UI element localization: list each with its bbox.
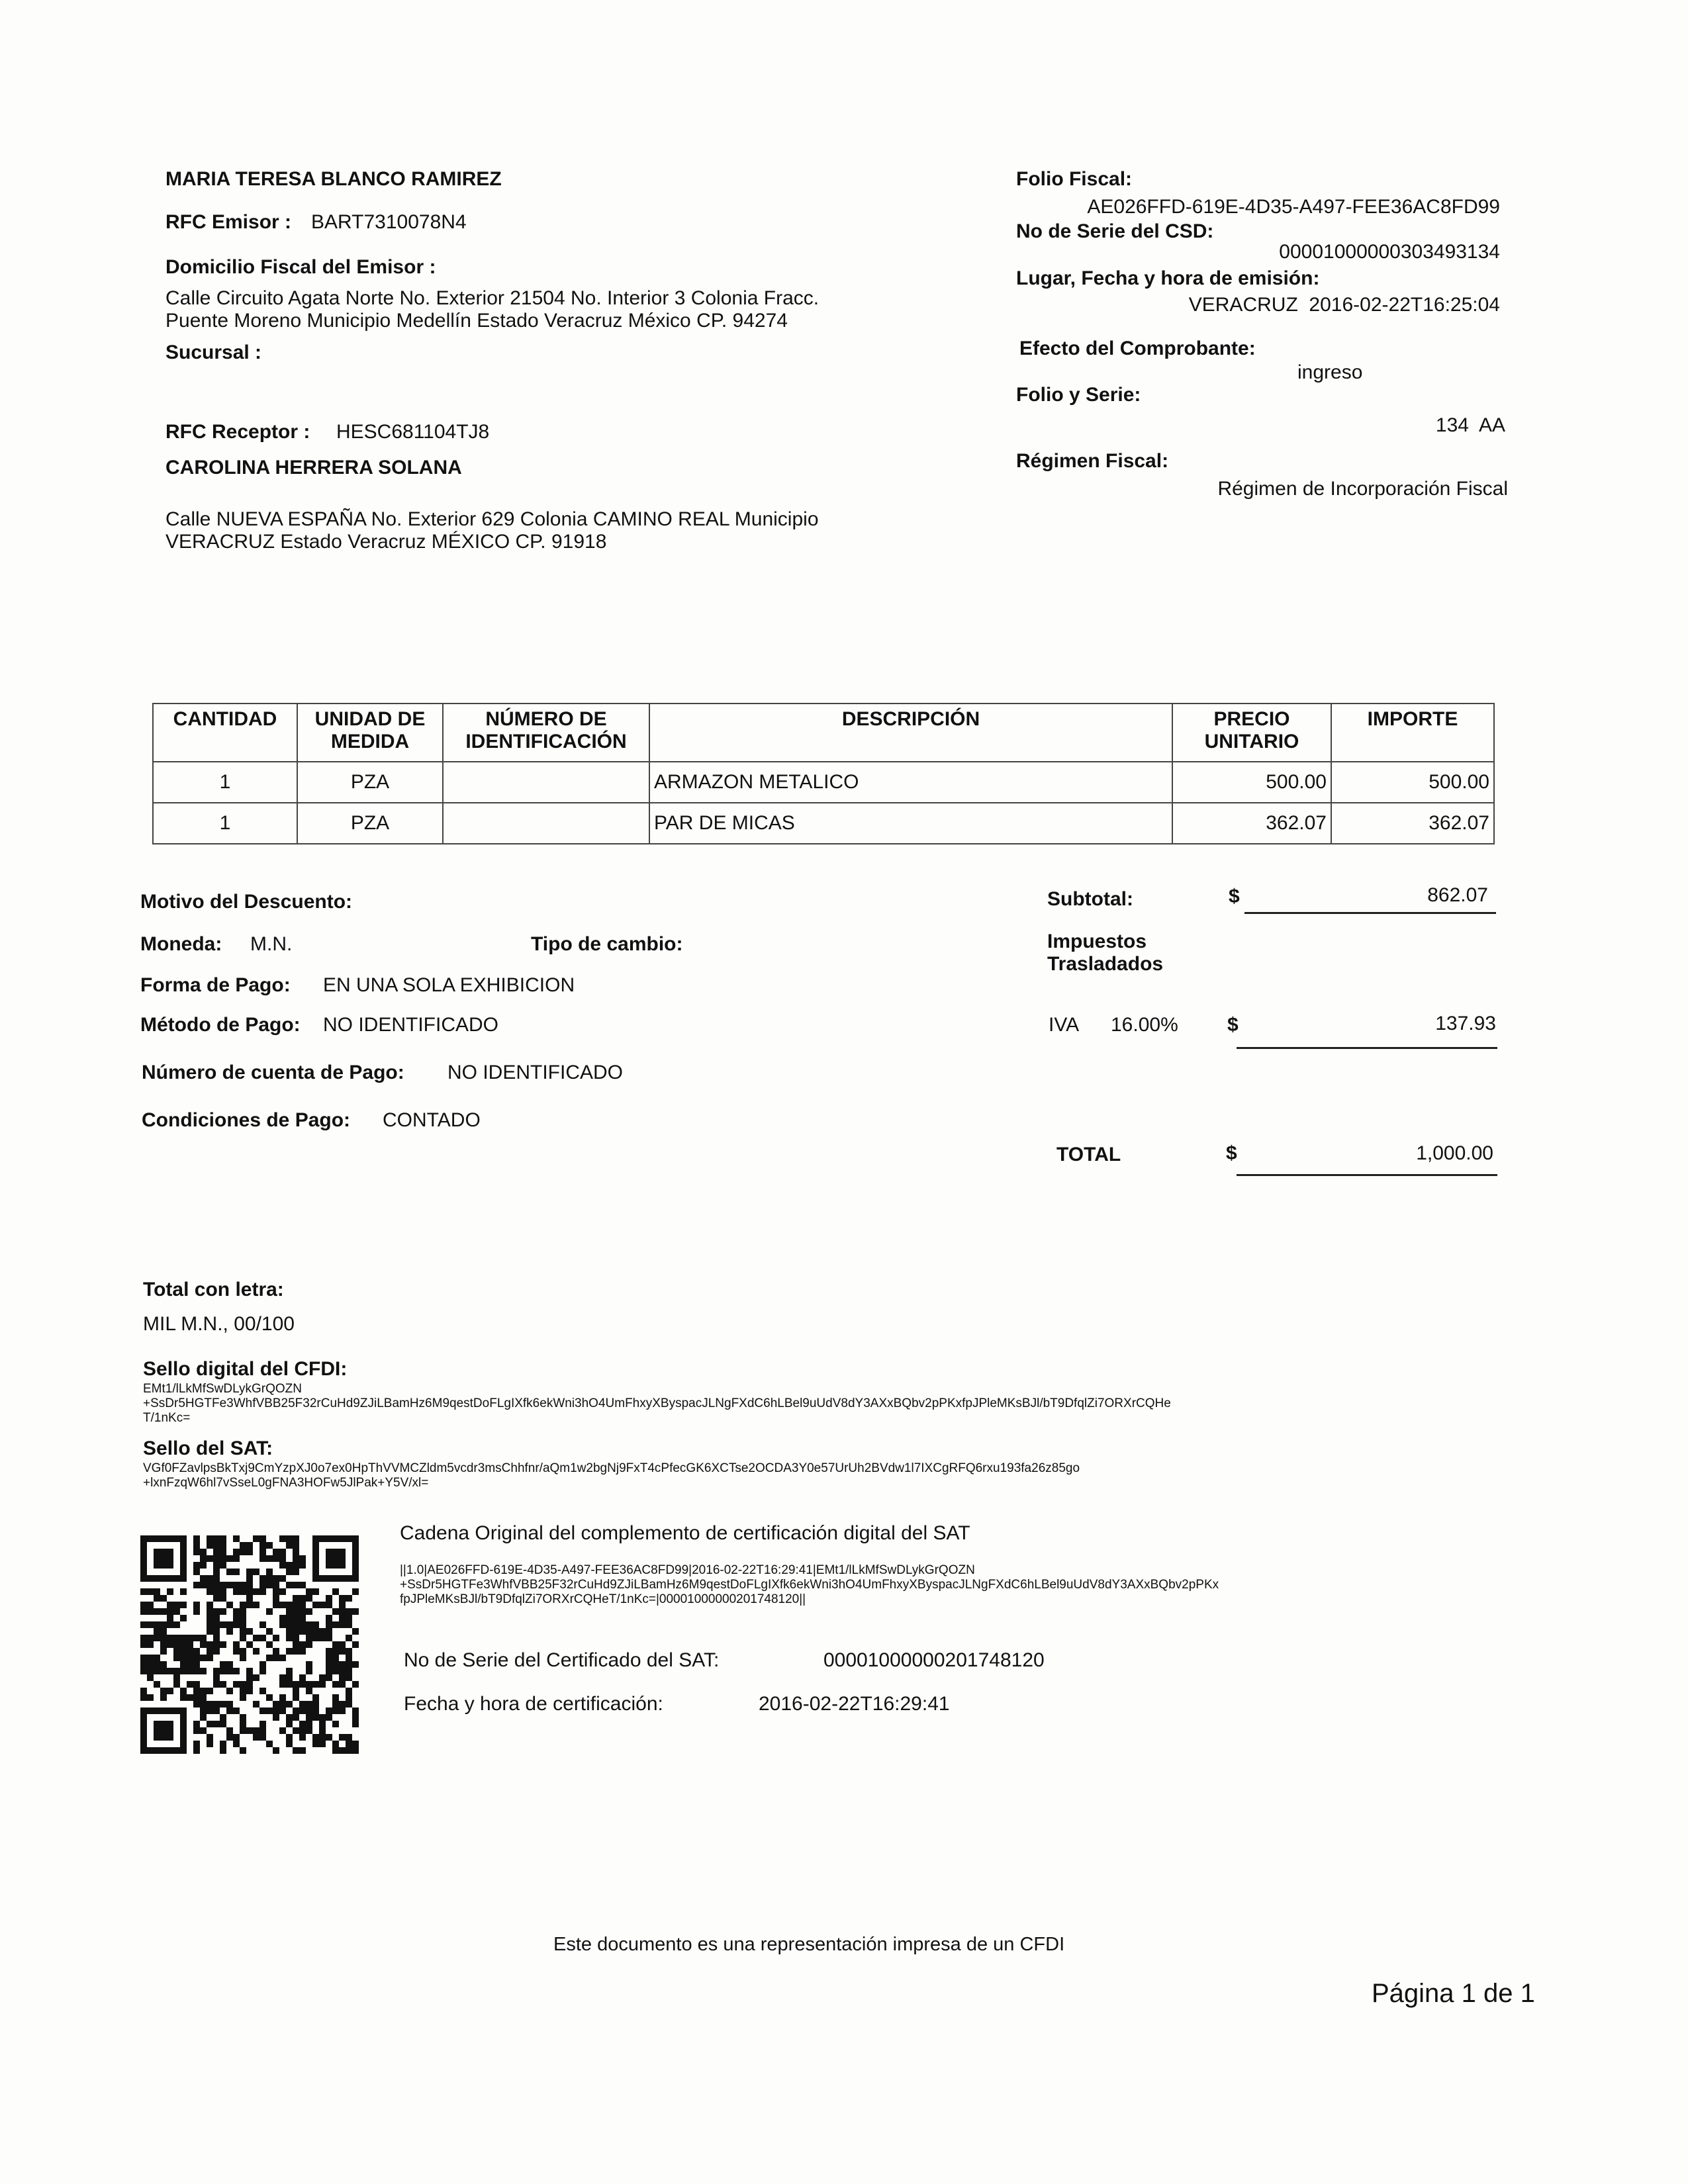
domicilio-emisor-line2: Puente Moreno Municipio Medellín Estado Veracruz México CP. 94274 — [165, 310, 788, 332]
folio-fiscal-label: Folio Fiscal: — [1016, 168, 1133, 190]
sello-cfdi-line1: EMt1/lLkMfSwDLykGrQOZN — [143, 1382, 302, 1396]
lugar-fecha-label: Lugar, Fecha y hora de emisión: — [1016, 267, 1320, 289]
header-precio: PRECIO UNITARIO — [1172, 704, 1331, 762]
cell-numero — [443, 803, 649, 844]
cert-serie-label: No de Serie del Certificado del SAT: — [404, 1649, 720, 1671]
efecto-label: Efecto del Comprobante: — [1019, 338, 1256, 359]
domicilio-emisor-line1: Calle Circuito Agata Norte No. Exterior 21504 No. Interior 3 Colonia Fracc. — [165, 287, 820, 309]
impuestos-label-2: Trasladados — [1047, 953, 1164, 975]
header-importe: IMPORTE — [1331, 704, 1494, 762]
folio-fiscal-value: AE026FFD-619E-4D35-A497-FEE36AC8FD99 — [1087, 196, 1500, 218]
impuestos-label-1: Impuestos — [1047, 931, 1147, 952]
efecto-value: ingreso — [1297, 361, 1363, 383]
folio-serie-label: Folio y Serie: — [1016, 384, 1141, 406]
header-descripcion: DESCRIPCIÓN — [649, 704, 1172, 762]
header-numero: NÚMERO DE IDENTIFICACIÓN — [443, 704, 649, 762]
cell-descripcion: PAR DE MICAS — [649, 803, 1172, 844]
serie-csd-label: No de Serie del CSD: — [1016, 220, 1214, 242]
cadena-line1: ||1.0|AE026FFD-619E-4D35-A497-FEE36AC8FD99|2016-02-22T16:29:41|EMt1/lLkMfSwDLykGrQOZN — [400, 1563, 975, 1577]
cell-cantidad: 1 — [153, 762, 297, 803]
qr-code-icon — [140, 1535, 359, 1754]
domicilio-emisor-label: Domicilio Fiscal del Emisor : — [165, 256, 436, 278]
total-letra-value: MIL M.N., 00/100 — [143, 1313, 295, 1335]
rfc-receptor-label: RFC Receptor : — [165, 421, 310, 443]
regimen-value: Régimen de Incorporación Fiscal — [1217, 478, 1508, 500]
subtotal-currency: $ — [1229, 886, 1240, 907]
header-unidad: UNIDAD DE MEDIDA — [297, 704, 443, 762]
lugar-fecha-value: VERACRUZ 2016-02-22T16:25:04 — [1188, 294, 1500, 316]
moneda-value: M.N. — [250, 933, 293, 955]
subtotal-value: 862.07 — [1427, 884, 1488, 906]
cuenta-pago-label: Número de cuenta de Pago: — [142, 1062, 404, 1083]
forma-pago-label: Forma de Pago: — [140, 974, 291, 996]
cell-unidad: PZA — [297, 803, 443, 844]
sello-sat-line1: VGf0FZavlpsBkTxj9CmYzpXJ0o7ex0HpThVVMCZldm5vcdr3msChhfnr/aQm1w2bgNj9FxT4cPfecGK6XCTse2OCDA3Y0e57UrUh2BVdw1l7IXCgRFQ6rxu193fa26z85go — [143, 1461, 1080, 1475]
total-letra-label: Total con letra: — [143, 1279, 284, 1300]
iva-rate: 16.00% — [1111, 1014, 1178, 1036]
cadena-line3: fpJPleMKsBJl/bT9DfqlZi7ORXrCQHeT/1nKc=|00001000000201748120|| — [400, 1592, 806, 1606]
total-value: 1,000.00 — [1416, 1142, 1493, 1164]
folio-serie-value: 134 AA — [1435, 414, 1505, 436]
total-label: TOTAL — [1056, 1144, 1121, 1165]
total-currency: $ — [1226, 1142, 1237, 1164]
cell-importe: 362.07 — [1331, 803, 1494, 844]
sello-sat-line2: +lxnFzqW6hl7vSseL0gFNA3HOFw5JlPak+Y5V/xl= — [143, 1476, 429, 1490]
moneda-label: Moneda: — [140, 933, 222, 955]
forma-pago-value: EN UNA SOLA EXHIBICION — [323, 974, 575, 996]
sello-sat-label: Sello del SAT: — [143, 1437, 273, 1459]
sello-cfdi-label: Sello digital del CFDI: — [143, 1358, 348, 1380]
rfc-emisor-value: BART7310078N4 — [311, 211, 467, 233]
cell-cantidad: 1 — [153, 803, 297, 844]
leyenda-cfdi: Este documento es una representación impresa de un CFDI — [553, 1934, 1065, 1955]
cert-fecha-label: Fecha y hora de certificación: — [404, 1693, 663, 1715]
cert-serie-value: 00001000000201748120 — [823, 1649, 1045, 1671]
sello-cfdi-line3: T/1nKc= — [143, 1411, 191, 1425]
rfc-receptor-value: HESC681104TJ8 — [336, 421, 490, 443]
table-row — [153, 803, 1494, 844]
cadena-line2: +SsDr5HGTFe3WhfVBB25F32rCuHd9ZJiLBamHz6M9qestDoFLgIXfk6ekWni3hO4UmFhxyXByspacJLNgFXdC6hLBel9uUdV8dY3AXxBQbv2pPKx — [400, 1578, 1219, 1592]
header-cantidad: CANTIDAD — [153, 704, 297, 762]
subtotal-label: Subtotal: — [1047, 888, 1133, 910]
cert-fecha-value: 2016-02-22T16:29:41 — [759, 1693, 950, 1715]
cell-precio: 362.07 — [1172, 803, 1331, 844]
iva-rule — [1237, 1047, 1497, 1049]
serie-csd-value: 00001000000303493134 — [1279, 241, 1500, 263]
iva-value: 137.93 — [1435, 1013, 1496, 1034]
cell-importe: 500.00 — [1331, 762, 1494, 803]
cell-precio: 500.00 — [1172, 762, 1331, 803]
cell-descripcion: ARMAZON METALICO — [649, 762, 1172, 803]
iva-label: IVA — [1049, 1014, 1080, 1036]
domicilio-receptor-line1: Calle NUEVA ESPAÑA No. Exterior 629 Colonia CAMINO REAL Municipio — [165, 508, 819, 530]
table-row — [153, 762, 1494, 803]
sello-cfdi-line2: +SsDr5HGTFe3WhfVBB25F32rCuHd9ZJiLBamHz6M9qestDoFLgIXfk6ekWni3hO4UmFhxyXByspacJLNgFXdC6hLBel9uUdV8dY3AXxBQbv2pPKxfpJPleMKsBJl/bT9DfqlZi7ORXrCQHe — [143, 1396, 1171, 1410]
metodo-pago-value: NO IDENTIFICADO — [323, 1014, 499, 1036]
cuenta-pago-value: NO IDENTIFICADO — [447, 1062, 624, 1083]
items-table — [152, 703, 1495, 844]
qr-code-modules — [140, 1535, 359, 1754]
motivo-descuento-label: Motivo del Descuento: — [140, 891, 353, 913]
items-table-header — [153, 704, 1494, 762]
domicilio-receptor-line2: VERACRUZ Estado Veracruz MÉXICO CP. 91918 — [165, 531, 607, 553]
total-rule — [1237, 1174, 1497, 1176]
metodo-pago-label: Método de Pago: — [140, 1014, 301, 1036]
cadena-title: Cadena Original del complemento de certificación digital del SAT — [400, 1522, 970, 1544]
subtotal-rule — [1244, 912, 1496, 914]
regimen-label: Régimen Fiscal: — [1016, 450, 1169, 472]
iva-currency: $ — [1227, 1014, 1239, 1036]
emisor-nombre: MARIA TERESA BLANCO RAMIREZ — [165, 168, 502, 190]
cell-numero — [443, 762, 649, 803]
tipo-cambio-label: Tipo de cambio: — [531, 933, 683, 955]
receptor-nombre: CAROLINA HERRERA SOLANA — [165, 457, 462, 478]
cell-unidad: PZA — [297, 762, 443, 803]
condiciones-pago-label: Condiciones de Pago: — [142, 1109, 351, 1131]
page-number: Página 1 de 1 — [1372, 1979, 1535, 2008]
condiciones-pago-value: CONTADO — [383, 1109, 481, 1131]
sucursal-label: Sucursal : — [165, 341, 262, 363]
rfc-emisor-label: RFC Emisor : — [165, 211, 292, 233]
